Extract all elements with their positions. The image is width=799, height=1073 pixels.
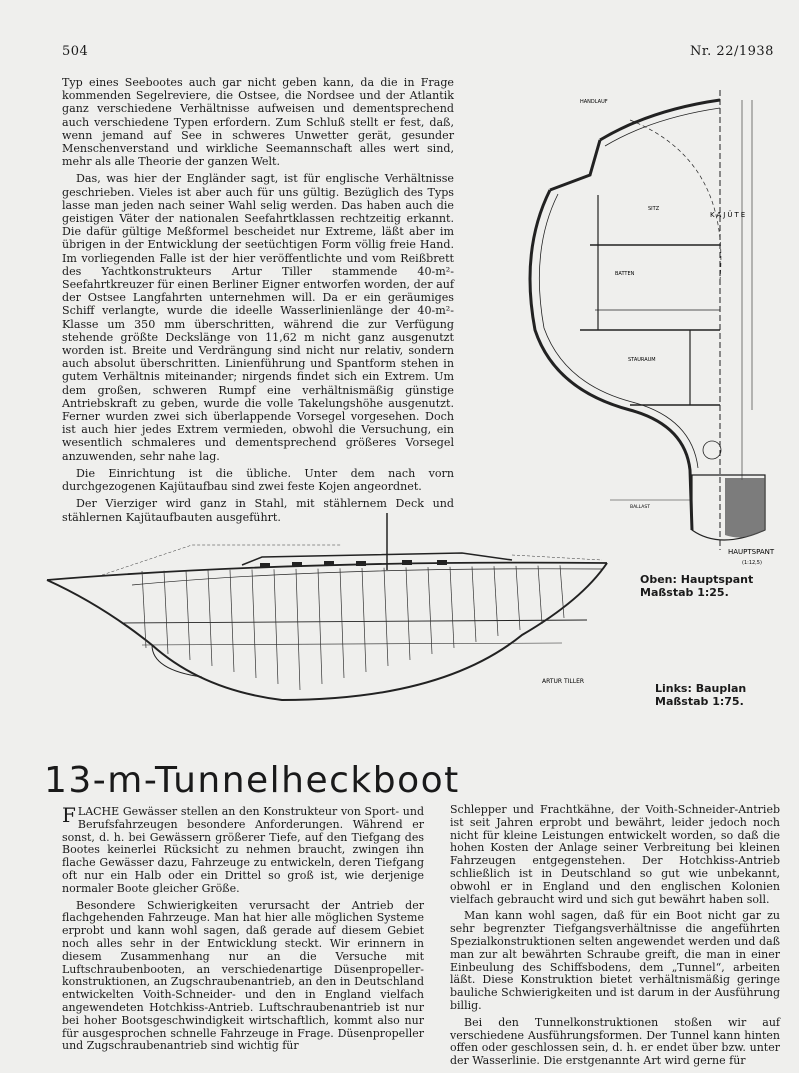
intro-paragraph: Die Einrichtung ist die übliche. Unter dem nach vorn durchgezogenen Kajütaufbau sind zwei feste Kojen angeordnet.: [62, 466, 454, 494]
article-title: 13-m-Tunnelheckboot: [44, 760, 460, 801]
article-left-column: [62, 803, 424, 1057]
article-paragraph: Besondere Schwierigkeiten verursacht der Antrieb der flachgehenden Fahrzeuge. Man hat hier alle möglichen Systeme erprobt und kann wohl sagen, daß gerade auf diesem Gebiet noch alles sehr in der Entwicklung steckt. Wir erinnern in diesem Zusammenhang nur an die Versuche mit Luftschraubenbooten, an verschiedenartige Düsenpropeller-konstruktionen, an Zugschraubenantrieb, an den in Deutschland entwickelten Voith-Schneider- und den in England vielfach angewendeten Hotchkiss-Antrieb. Luftschraubenantrieb ist nur bei hoher Bootsgeschwindigkeit wirtschaftlich, kommt also nur für ausgesprochen schnelle Fahrzeuge in Frage. Düsenpropeller und Zugschraubenantrieb sind wichtig für: [62, 898, 424, 1053]
article-paragraph: Man kann wohl sagen, daß für ein Boot nicht gar zu sehr begrenzter Tiefgangsverhältnisse die angeführten Spezialkonstruktionen selten angewendet werden und daß man zur alt bewährten Schraube greift, die man in einer Einbeulung des Schiffsbodens, dem „Tunnel“, arbeiten läßt. Diese Konstruktion bietet verhältnismäßig geringe bauliche Schwierigkeiten und ist darum in der Ausführung billig.: [450, 909, 780, 1012]
frame-lines: [142, 565, 564, 690]
intro-paragraph: Das, was hier der Engländer sagt, ist für englische Verhältnisse geschrieben. Vieles ist aber auch für uns gültig. Bezüglich des Typs lasse man jeden nach seiner Wahl selig werden. Das haben auch die geistigen Väter der nationalen Seefahrtklassen rechtzeitig erkannt. Die dafür gültige Meßformel bescheidet nur Extreme, läßt aber im übrigen in der Entwicklung der seetüchtigen Form völlig freie Hand. Im vorliegenden Falle ist der hier veröffentlichte und vom Reißbrett des Yachtkonstrukteurs Artur Tiller stammende 40-m²-Seefahrtkreuzer für einen Berliner Eigner entworfen worden, der auf der Ostsee Langfahrten unternehmen will. Da er ein geräumiges Schiff verlangte, wurde die ideelle Wasserlinienlänge der 40-m²-Klasse um 350 mm überschritten, während die zur Verfügung stehende größte Deckslänge von 11,62 m nicht ganz ausgenutzt worden ist. Breite und Verdrängung sind nicht nur relativ, sondern auch absolut überschritten. Linienführung und Spantform stehen in gutem Verhältnis miteinander; nirgends findet sich ein Extrem. Um dem großen, schweren Rumpf eine verhältnismäßig günstige Antriebskraft zu geben, wurde die volle Takelungshöhe ausgenutzt. Ferner wurden zwei sich überlappende Vorsegel vorgesehen. Doch ist auch hier jedes Extrem vermieden, obwohl die Versuchung, ein wesentlich schmaleres und dementsprechend größeres Vorsegel anzuwenden, sehr nahe lag.: [62, 172, 454, 463]
caption-hauptspant: Oben: Hauptspant Maßstab 1:25.: [640, 573, 754, 599]
page-number: 504: [62, 44, 89, 59]
label-sitz: SITZ: [648, 206, 660, 212]
plan-stamp: ARTUR TILLER: [542, 678, 585, 685]
midship-section-drawing: [480, 80, 780, 570]
label-handlauf: HANDLAUF: [580, 99, 608, 105]
article-paragraph: LACHE Gewässer stellen an den Konstrukteur von Sport- und Berufsfahrzeugen besondere Anforderungen. Während er sonst, d. h. bei Gewässern größerer Tiefe, auf den Tiefgang des Bootes keinerlei Rücksicht zu nehmen braucht, zwingen ihn flache Gewässer dazu, Fahrzeuge zu entwickeln, deren Tiefgang oft nur ein Halb oder ein Drittel so groß ist, wie derjenige normaler Boote gleicher Größe.: [62, 805, 424, 895]
article-paragraph: Schlepper und Frachtkähne, der Voith-Schneider-Antrieb ist seit Jahren erprobt und bewährt, leider jedoch noch nicht für kleine Leistungen entwickelt worden, so daß die hohen Kosten der Anlage seiner Verbreitung bei kleinen Fahrzeugen entgegenstehen. Der Hotchkiss-Antrieb schließlich ist in Deutschland so gut wie unbekannt, obwohl er in England und den englischen Kolonien vielfach gebraucht wird und sich gut bewährt haben soll.: [450, 803, 780, 906]
label-hauptspant: HAUPTSPANT: [728, 548, 775, 556]
label-ballast: BALLAST: [630, 505, 650, 510]
caption-bauplan: Links: Bauplan Maßstab 1:75.: [655, 682, 747, 708]
label-kajuete: KAJÜTE: [710, 211, 748, 219]
issue-number: Nr. 22/1938: [690, 44, 774, 59]
intro-text-column: [62, 76, 454, 528]
dropcap: F: [62, 803, 76, 827]
intro-paragraph: Der Vierziger wird ganz in Stahl, mit stählernem Deck und stählernen Kajütaufbauten ausgeführt.: [62, 497, 454, 524]
label-batten: BATTEN: [615, 271, 635, 277]
article-right-column: [450, 804, 780, 1072]
intro-paragraph: Typ eines Seebootes auch gar nicht geben kann, da die in Frage kommenden Segelreviere, die Ostsee, die Nordsee und der Atlantik ganz verschiedene Verhältnisse aufweisen und dementsprechend auch verschiedene Typen erfordern. Zum Schluß stellt er fest, daß, wenn jemand auf See in schweres Unwetter gerät, gesunder Menschenverstand und wirkliche Seemannschaft alles wert sind, mehr als alle Theorie der ganzen Welt.: [62, 76, 454, 169]
article-paragraph: Bei den Tunnelkonstruktionen stoßen wir auf verschiedene Ausführungsformen. Der Tunnel kann hinten offen oder geschlossen sein, d. h. er endet über bzw. unter der Wasserlinie. Die erstgenannte Art wird gerne für: [450, 1015, 780, 1068]
construction-plan-drawing: [42, 505, 622, 720]
label-stauraum: STAURAUM: [628, 357, 656, 363]
label-scale: (1:12,5): [742, 560, 762, 566]
